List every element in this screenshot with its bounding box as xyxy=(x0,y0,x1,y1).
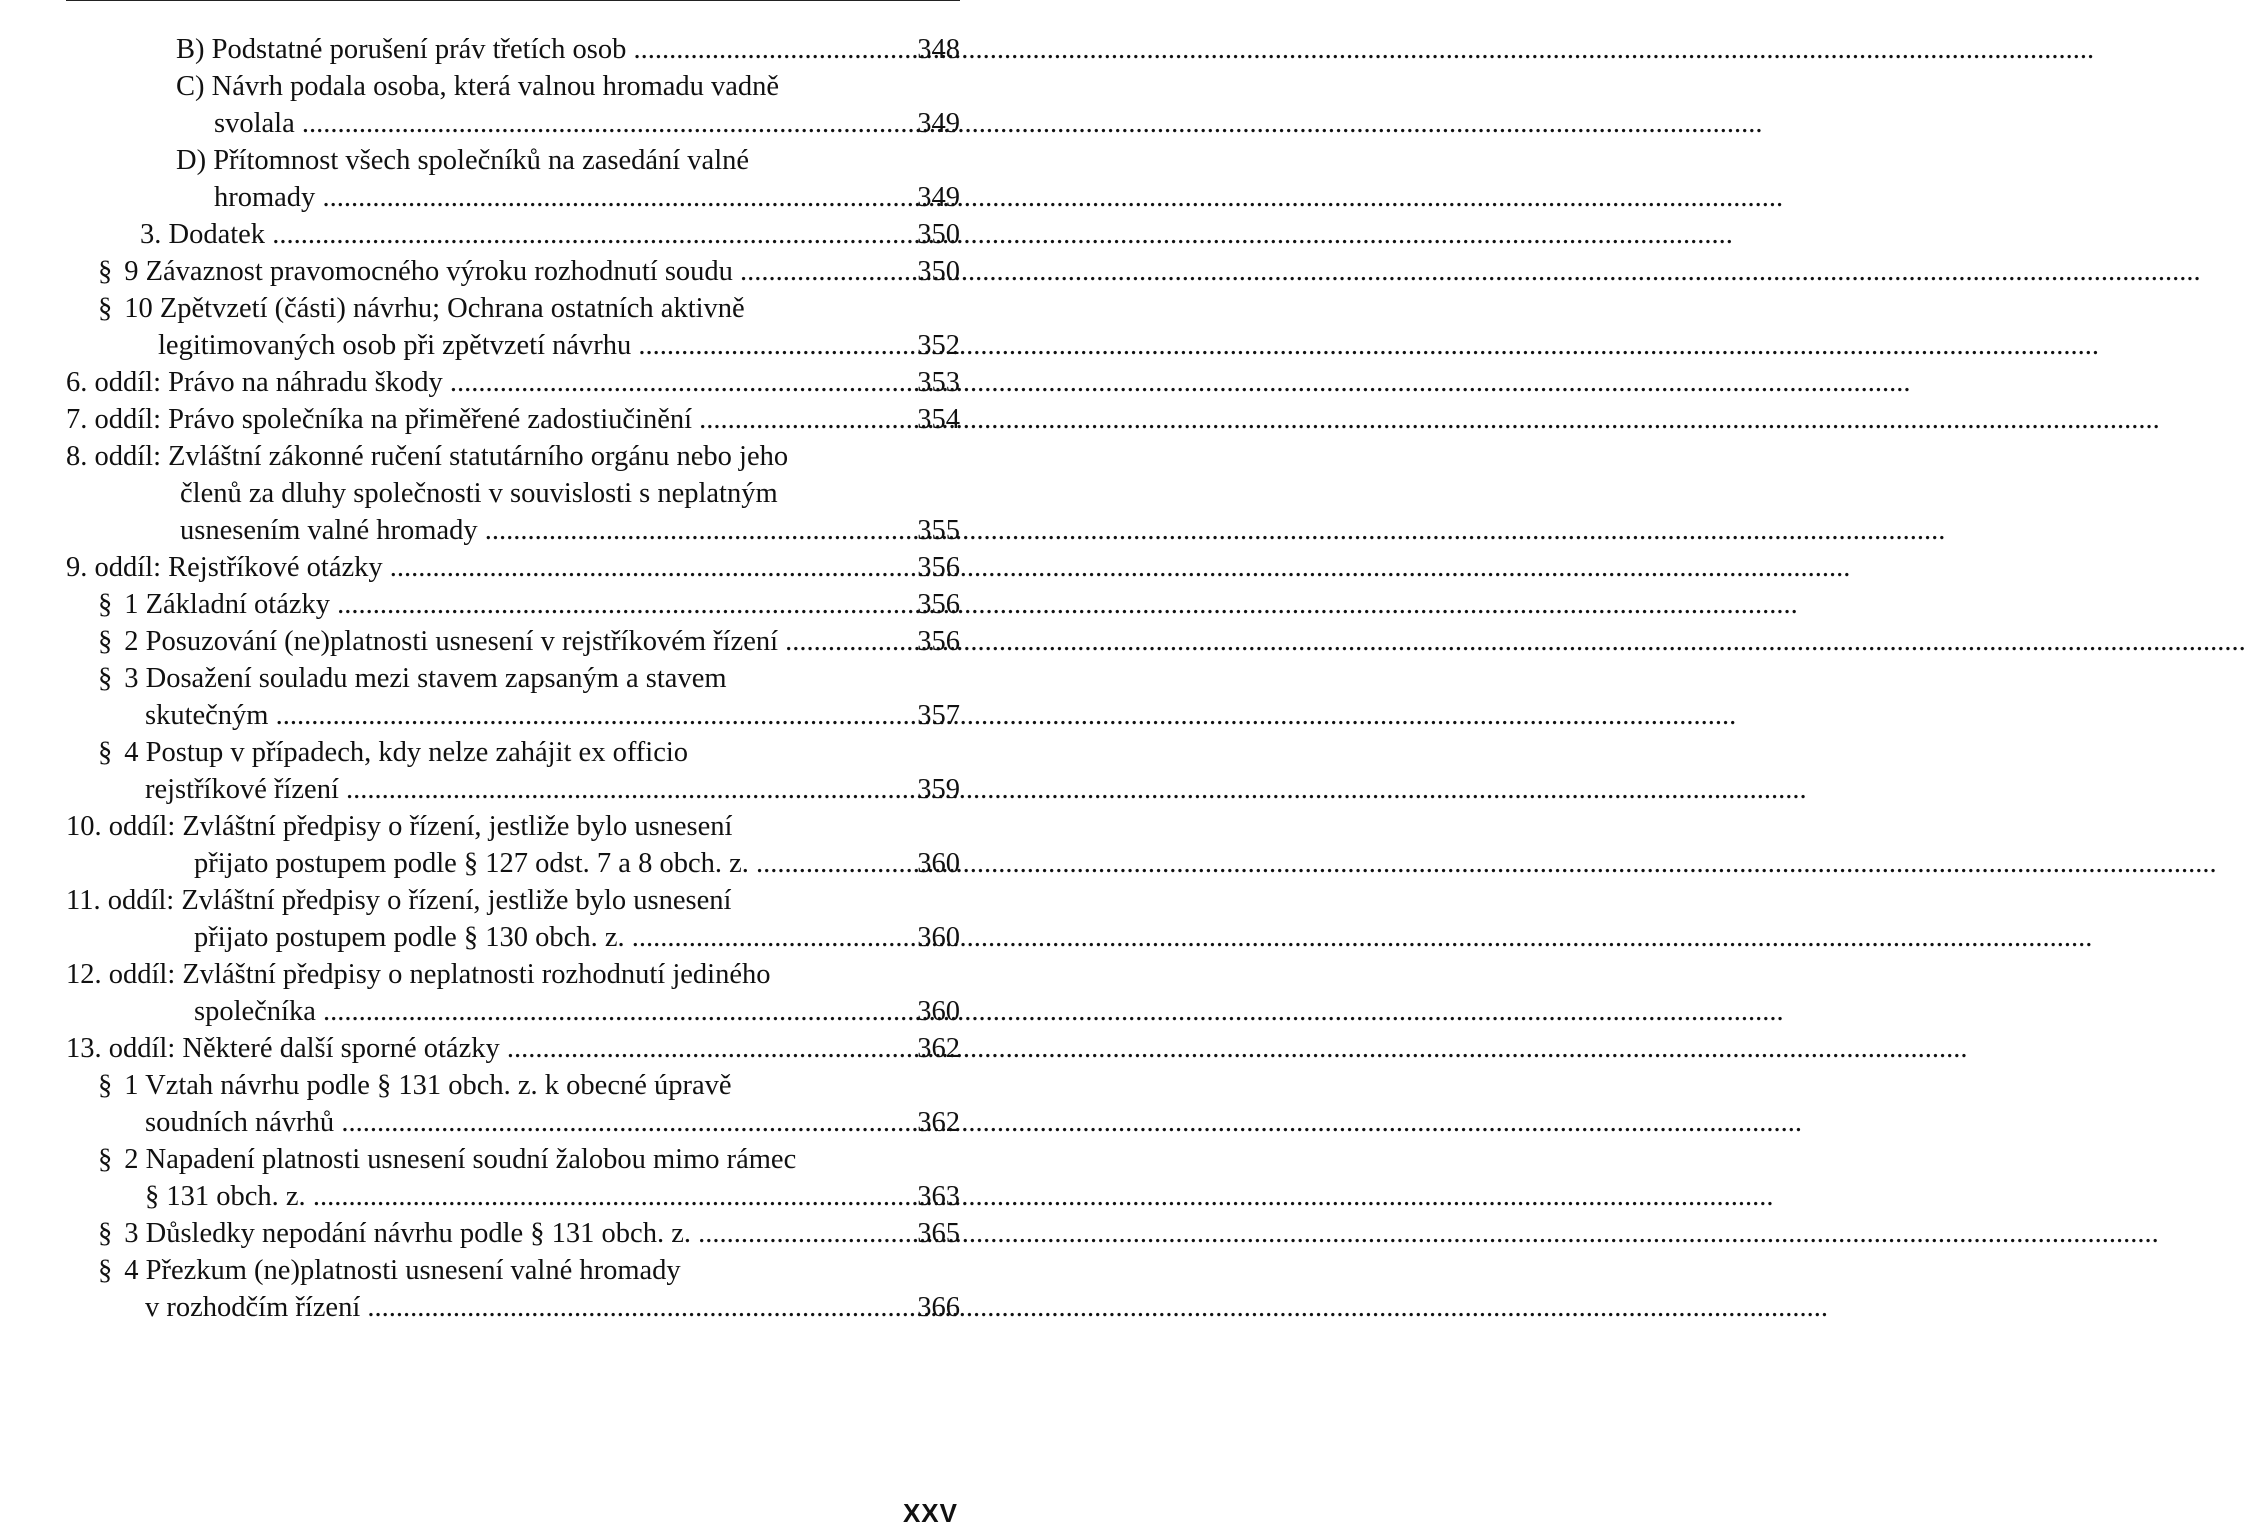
toc-entry-label: B) Podstatné porušení práv třetích osob xyxy=(176,34,627,65)
toc-entry-text xyxy=(194,919,894,956)
toc-entry-label: usnesením valné hromady xyxy=(180,515,478,546)
toc-entry[interactable] xyxy=(0,845,960,882)
toc-entry-label: 3 Dosažení souladu mezi stavem zapsaným a stavem xyxy=(124,663,727,694)
toc-entry-text xyxy=(66,956,894,993)
toc-entry-label: svolala xyxy=(214,108,295,139)
toc-entry-text xyxy=(145,697,894,734)
toc-page-number: 365 xyxy=(917,1218,960,1249)
toc-entry[interactable] xyxy=(0,882,960,919)
toc-entry-label: 11. oddíl: Zvláštní předpisy o řízení, jestliže bylo usnesení xyxy=(66,885,732,916)
section-sign: § xyxy=(98,1144,113,1175)
toc-entry-label: v rozhodčím řízení xyxy=(145,1292,361,1323)
toc-entry-label: 12. oddíl: Zvláštní předpisy o neplatnosti rozhodnutí jediného xyxy=(66,959,771,990)
section-sign: § xyxy=(98,293,113,324)
toc-entry[interactable] xyxy=(0,1215,960,1252)
toc-entry-label: 7. oddíl: Právo společníka na přiměřené zadostiučinění xyxy=(66,404,693,435)
toc-page-number: 362 xyxy=(917,1033,960,1064)
toc-entry[interactable] xyxy=(0,549,960,586)
toc-entry[interactable] xyxy=(0,1141,960,1178)
toc-entry-label: členů za dluhy společnosti v souvislosti s neplatným xyxy=(180,478,778,509)
toc-entry[interactable] xyxy=(0,253,960,290)
toc-entry-text xyxy=(194,845,894,882)
toc-entry-label: rejstříkové řízení xyxy=(145,774,339,805)
toc-entry[interactable] xyxy=(0,993,960,1030)
toc-entry-label: přijato postupem podle § 127 odst. 7 a 8 obch. z. xyxy=(194,848,749,879)
toc-entry-text xyxy=(145,1178,894,1215)
toc-entry-label: společníka xyxy=(194,996,316,1027)
toc-page-number: 355 xyxy=(917,515,960,546)
toc-entry-label: C) Návrh podala osoba, která valnou hromadu vadně xyxy=(176,71,780,102)
toc-page-number: 356 xyxy=(917,626,960,657)
section-sign: § xyxy=(98,256,113,287)
toc-page-number: 356 xyxy=(917,589,960,620)
toc-entry-label: 1 Vztah návrhu podle § 131 obch. z. k obecné úpravě xyxy=(124,1070,732,1101)
toc-entry[interactable] xyxy=(0,1104,960,1141)
toc-page-number: 348 xyxy=(917,34,960,65)
toc-entry-text xyxy=(145,1289,894,1326)
toc-entry-label: 3 Důsledky nepodání návrhu podle § 131 obch. z. xyxy=(124,1218,691,1249)
section-sign: § xyxy=(98,589,113,620)
toc-entry-text xyxy=(214,179,894,216)
toc-page-number: 360 xyxy=(917,848,960,879)
toc-entry-text xyxy=(100,253,894,290)
page-number: XXV xyxy=(902,1498,958,1528)
toc-entry-label: 9. oddíl: Rejstříkové otázky xyxy=(66,552,383,583)
toc-entry-label: hromady xyxy=(214,182,316,213)
toc-entry-label: skutečným xyxy=(145,700,269,731)
toc-page-number: 349 xyxy=(917,182,960,213)
toc-entry[interactable] xyxy=(0,105,960,142)
toc-entry-text xyxy=(100,290,894,327)
toc-entry-label: 4 Postup v případech, kdy nelze zahájit ex officio xyxy=(124,737,689,768)
toc-entry-label: 2 Napadení platnosti usnesení soudní žalobou mimo rámec xyxy=(124,1144,797,1175)
toc-entry-label: 6. oddíl: Právo na náhradu škody xyxy=(66,367,443,398)
section-sign: § xyxy=(98,1218,113,1249)
toc-entry-text xyxy=(194,993,894,1030)
toc-entry[interactable] xyxy=(0,808,960,845)
toc-entry-text xyxy=(100,586,894,623)
table-of-contents xyxy=(0,31,960,1326)
toc-entry[interactable] xyxy=(0,771,960,808)
toc-entry[interactable] xyxy=(0,401,960,438)
toc-entry-label: § 131 obch. z. xyxy=(145,1181,306,1212)
section-sign: § xyxy=(98,626,113,657)
toc-entry[interactable] xyxy=(0,290,960,327)
toc-page-number: 363 xyxy=(917,1181,960,1212)
toc-entry[interactable] xyxy=(0,1067,960,1104)
toc-entry[interactable] xyxy=(0,1252,960,1289)
toc-entry-label: 2 Posuzování (ne)platnosti usnesení v rejstříkovém řízení xyxy=(124,626,779,657)
toc-entry-text xyxy=(180,475,894,512)
toc-entry[interactable] xyxy=(0,512,960,549)
toc-entry-text xyxy=(140,216,894,253)
toc-entry-text xyxy=(66,438,894,475)
toc-entry[interactable] xyxy=(0,216,960,253)
toc-entry[interactable] xyxy=(0,1178,960,1215)
toc-entry-text xyxy=(176,142,894,179)
toc-page-number: 354 xyxy=(917,404,960,435)
toc-entry-label: 1 Základní otázky xyxy=(124,589,331,620)
toc-entry-label: legitimovaných osob při zpětvzetí návrhu xyxy=(158,330,632,361)
section-sign: § xyxy=(98,663,113,694)
toc-entry[interactable] xyxy=(0,586,960,623)
toc-entry[interactable] xyxy=(0,956,960,993)
toc-entry-label: 4 Přezkum (ne)platnosti usnesení valné hromady xyxy=(124,1255,681,1286)
toc-entry-text xyxy=(100,1141,894,1178)
toc-entry-label: D) Přítomnost všech společníků na zasedání valné xyxy=(176,145,750,176)
toc-entry-label: soudních návrhů xyxy=(145,1107,335,1138)
toc-page-number: 353 xyxy=(917,367,960,398)
section-sign: § xyxy=(98,1255,113,1286)
section-sign: § xyxy=(98,1070,113,1101)
toc-entry[interactable] xyxy=(0,68,960,105)
toc-entry[interactable] xyxy=(0,142,960,179)
toc-entry[interactable] xyxy=(0,1030,960,1067)
top-rule xyxy=(66,0,960,1)
toc-entry-label: 13. oddíl: Některé další sporné otázky xyxy=(66,1033,500,1064)
toc-entry[interactable] xyxy=(0,327,960,364)
toc-page-number: 349 xyxy=(917,108,960,139)
toc-page-number: 366 xyxy=(917,1292,960,1323)
toc-entry[interactable] xyxy=(0,623,960,660)
toc-entry-text xyxy=(66,401,894,438)
toc-entry-text xyxy=(100,1252,894,1289)
toc-entry-label: 10. oddíl: Zvláštní předpisy o řízení, jestliže bylo usnesení xyxy=(66,811,733,842)
toc-entry-label: 8. oddíl: Zvláštní zákonné ručení statutárního orgánu nebo jeho xyxy=(66,441,789,472)
toc-entry-label: přijato postupem podle § 130 obch. z. xyxy=(194,922,625,953)
toc-entry[interactable] xyxy=(0,31,960,68)
toc-entry-text xyxy=(66,1030,894,1067)
toc-entry-text xyxy=(180,512,894,549)
toc-page-number: 360 xyxy=(917,996,960,1027)
toc-entry[interactable] xyxy=(0,1289,960,1326)
toc-entry-text xyxy=(176,31,894,68)
toc-entry-text xyxy=(158,327,894,364)
toc-entry-text xyxy=(100,623,894,660)
toc-entry[interactable] xyxy=(0,697,960,734)
toc-page-number: 362 xyxy=(917,1107,960,1138)
toc-entry[interactable] xyxy=(0,475,960,512)
toc-entry-label: 3. Dodatek xyxy=(140,219,266,250)
toc-entry[interactable] xyxy=(0,364,960,401)
toc-page-number: 356 xyxy=(917,552,960,583)
toc-entry-text xyxy=(66,808,894,845)
toc-entry[interactable] xyxy=(0,660,960,697)
toc-entry[interactable] xyxy=(0,179,960,216)
toc-entry-text xyxy=(176,68,894,105)
toc-entry[interactable] xyxy=(0,438,960,475)
toc-entry-text xyxy=(100,660,894,697)
toc-page-number: 352 xyxy=(917,330,960,361)
toc-entry-text xyxy=(214,105,894,142)
toc-entry[interactable] xyxy=(0,734,960,771)
toc-entry-text xyxy=(100,734,894,771)
toc-page-number: 357 xyxy=(917,700,960,731)
toc-page-number: 350 xyxy=(917,256,960,287)
toc-entry-text xyxy=(145,1104,894,1141)
toc-entry[interactable] xyxy=(0,919,960,956)
toc-entry-text xyxy=(66,549,894,586)
toc-entry-label: 9 Závaznost pravomocného výroku rozhodnutí soudu xyxy=(124,256,733,287)
toc-entry-text xyxy=(100,1215,894,1252)
toc-entry-text xyxy=(66,364,894,401)
toc-page-number: 350 xyxy=(917,219,960,250)
toc-entry-text xyxy=(100,1067,894,1104)
toc-page-number: 360 xyxy=(917,922,960,953)
toc-page-number: 359 xyxy=(917,774,960,805)
toc-entry-label: 10 Zpětvzetí (části) návrhu; Ochrana ostatních aktivně xyxy=(124,293,745,324)
section-sign: § xyxy=(98,737,113,768)
toc-entry-text xyxy=(145,771,894,808)
toc-entry-text xyxy=(66,882,894,919)
